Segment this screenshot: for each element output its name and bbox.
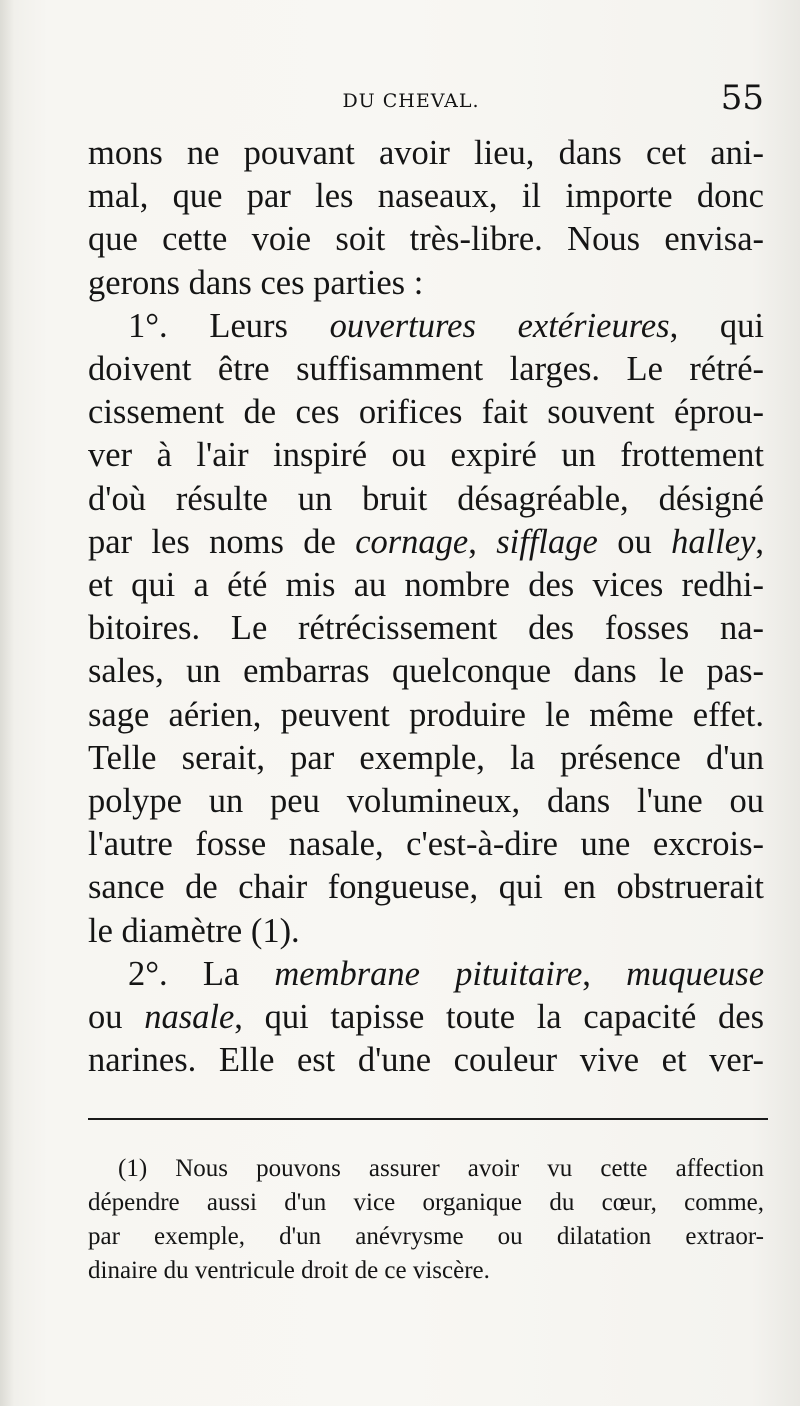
italic-term: cornage	[355, 522, 469, 561]
text-line: sales, un embarras quelconque dans le pas-	[88, 652, 764, 691]
text-line: polype un peu volumineux, dans l'une ou	[88, 782, 764, 821]
text-line: ou nasale, qui tapisse toute la capacité des	[88, 998, 765, 1037]
footnote	[88, 1152, 764, 1288]
italic-term: muqueuse	[626, 954, 765, 993]
page-number: 55	[720, 78, 764, 118]
text-line: narines. Elle est d'une couleur vive et ver-	[88, 1041, 764, 1080]
text-line: par les noms de cornage, sifflage ou halley,	[88, 522, 765, 561]
footnote-line: dépendre aussi d'un vice organique du cœur, comme,	[88, 1189, 764, 1216]
text-line: ver à l'air inspiré ou expiré un frottement	[88, 436, 764, 475]
italic-term: sifflage	[496, 522, 598, 561]
footnote-rule	[88, 1118, 768, 1120]
text-line: gerons dans ces parties :	[88, 263, 424, 302]
text-line: mal, que par les naseaux, il importe donc	[88, 177, 764, 216]
page-edge-shadow	[0, 0, 14, 1406]
italic-term: halley	[671, 522, 756, 561]
body-text	[88, 132, 764, 1082]
text-line: doivent être suffisamment larges. Le rétré-	[88, 350, 764, 389]
text-line: cissement de ces orifices fait souvent éprou-	[88, 393, 764, 432]
running-head	[88, 78, 764, 118]
italic-term: membrane pituitaire	[274, 954, 583, 993]
running-title: DU CHEVAL.	[342, 90, 480, 112]
text-line: 2°. La membrane pituitaire, muqueuse	[128, 954, 765, 993]
text-line: bitoires. Le rétrécissement des fosses na-	[88, 609, 764, 648]
text-line: 1°. Leurs ouvertures extérieures, qui	[128, 306, 764, 345]
text-line: d'où résulte un bruit désagréable, désigné	[88, 479, 764, 518]
footnote-line: dinaire du ventricule droit de ce viscère.	[88, 1257, 490, 1284]
text-line: Telle serait, par exemple, la présence d'un	[88, 738, 764, 777]
footnote-line: (1) Nous pouvons assurer avoir vu cette affection	[118, 1155, 764, 1182]
text-line: et qui a été mis au nombre des vices redhi-	[88, 566, 764, 605]
text-line: l'autre fosse nasale, c'est-à-dire une excrois-	[88, 825, 764, 864]
italic-term: ouvertures extérieures	[329, 306, 670, 345]
text-line: sage aérien, peuvent produire le même effet.	[88, 695, 764, 734]
text-line: mons ne pouvant avoir lieu, dans cet ani-	[88, 134, 764, 172]
text-line: sance de chair fongueuse, qui en obstruerait	[88, 868, 764, 907]
text-line: que cette voie soit très-libre. Nous envisa-	[88, 220, 764, 259]
footnote-line: par exemple, d'un anévrysme ou dilatation extraor-	[88, 1223, 764, 1250]
italic-term: nasale	[144, 998, 235, 1037]
text-line: le diamètre (1).	[88, 911, 300, 950]
